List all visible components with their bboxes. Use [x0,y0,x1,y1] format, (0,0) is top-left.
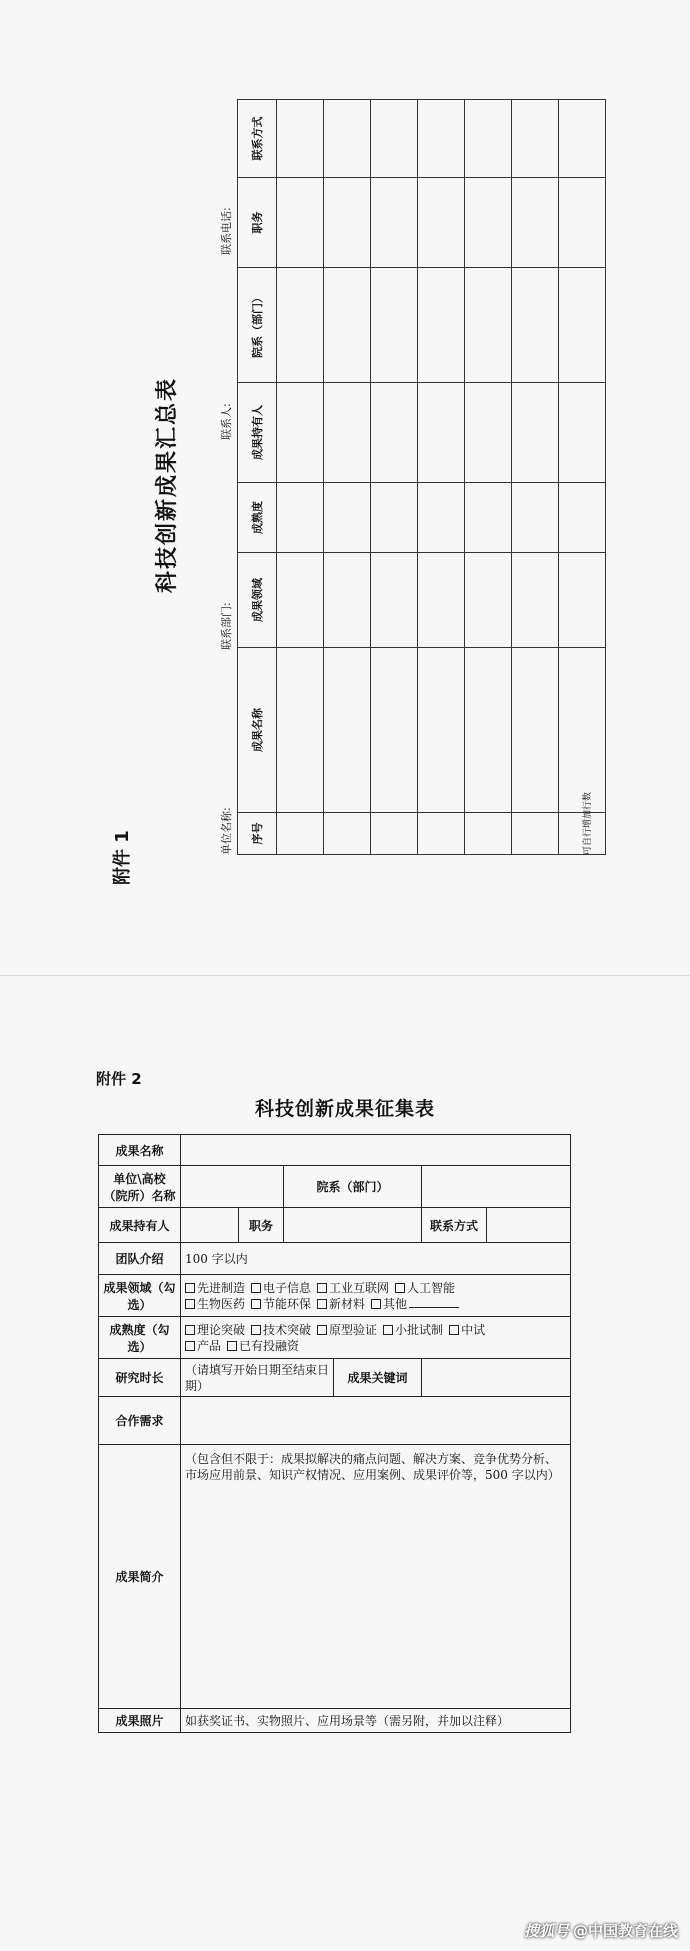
field-team[interactable]: 100 字以内 [181,1243,571,1275]
field-contact[interactable] [487,1208,571,1243]
summary-table-header [238,100,277,855]
checkbox-icon[interactable] [251,1325,261,1335]
annex2-label: 附件 2 [96,1070,142,1088]
option-item[interactable] [317,1297,365,1311]
option-label: 先进制造 [197,1280,246,1295]
table-cell[interactable] [418,813,465,855]
option-item[interactable] [317,1323,377,1337]
option-label: 生物医药 [197,1296,246,1311]
row-duration [99,1359,571,1397]
table-cell[interactable] [371,483,418,553]
table-cell[interactable] [418,553,465,648]
table-cell[interactable] [465,383,512,483]
domain-options-line-1 [185,1280,566,1296]
table-cell[interactable] [465,483,512,553]
table-cell[interactable] [512,178,559,268]
table-row [324,100,371,855]
table-cell[interactable] [277,383,324,483]
row-team [99,1243,571,1275]
label-intro: 成果简介 [99,1445,181,1709]
table-cell[interactable] [559,553,606,648]
checkbox-icon[interactable] [251,1283,261,1293]
option-item[interactable] [185,1297,245,1311]
annex1-title: 科技创新成果汇总表 [154,377,180,594]
option-item[interactable] [371,1297,459,1311]
option-label: 节能环保 [263,1296,312,1311]
collection-form [98,1134,571,1733]
label-duration: 研究时长 [99,1359,181,1397]
table-cell[interactable] [559,268,606,383]
checkbox-icon[interactable] [395,1283,405,1293]
table-cell[interactable] [371,648,418,813]
table-cell[interactable] [418,483,465,553]
phone-label: 联系电话: [220,207,233,255]
table-cell[interactable] [277,178,324,268]
table-cell[interactable] [465,813,512,855]
watermark-text: @中国教育在线 [572,1922,678,1940]
table-cell[interactable] [371,553,418,648]
option-label: 其他 [383,1296,408,1311]
table-cell[interactable] [465,648,512,813]
checkbox-icon[interactable] [185,1341,195,1351]
checkbox-icon[interactable] [185,1325,195,1335]
domain-options-line-2 [185,1296,566,1312]
row-name [99,1135,571,1166]
row-needs [99,1397,571,1445]
option-label: 中试 [461,1322,486,1337]
option-item[interactable] [395,1281,455,1295]
option-item[interactable] [185,1339,221,1353]
option-item[interactable] [317,1281,389,1295]
checkbox-icon[interactable] [227,1341,237,1351]
label-position: 职务 [239,1208,284,1243]
row-unit [99,1166,571,1208]
option-label: 工业互联网 [329,1280,390,1295]
option-item[interactable] [227,1339,299,1353]
table-row [465,100,512,855]
option-item[interactable] [449,1323,485,1337]
option-item[interactable] [251,1281,311,1295]
field-holder[interactable] [181,1208,239,1243]
field-department[interactable] [422,1166,571,1208]
table-row [371,100,418,855]
option-label: 理论突破 [197,1322,246,1337]
add-rows-note: 可自行增加行数 [583,791,593,855]
option-item[interactable] [251,1323,311,1337]
table-cell[interactable] [465,100,512,178]
checkbox-icon[interactable] [383,1325,393,1335]
table-cell[interactable] [418,383,465,483]
table-row [512,100,559,855]
field-photos[interactable]: 如获奖证书、实物照片、应用场景等（需另附，并加以注释） [181,1709,571,1733]
table-cell[interactable] [324,268,371,383]
field-domain [181,1275,571,1317]
column-header: 职务 [238,178,277,268]
table-cell[interactable] [418,648,465,813]
table-row [418,100,465,855]
contact-person-label: 联系人: [220,403,233,440]
checkbox-icon[interactable] [317,1325,327,1335]
summary-table [237,99,606,855]
label-photos: 成果照片 [99,1709,181,1733]
checkbox-icon[interactable] [317,1283,327,1293]
dept-label: 联系部门: [220,602,233,650]
table-row [277,100,324,855]
field-unit[interactable] [181,1166,284,1208]
other-blank-line[interactable] [409,1307,459,1308]
option-label: 电子信息 [263,1280,312,1295]
checkbox-icon[interactable] [185,1299,195,1309]
field-keywords[interactable] [422,1359,571,1397]
table-cell[interactable] [277,648,324,813]
label-achievement-name: 成果名称 [99,1135,181,1166]
table-cell[interactable] [559,648,606,813]
rotated-content [112,95,600,885]
label-contact: 联系方式 [422,1208,487,1243]
table-cell[interactable] [324,813,371,855]
column-header: 成果领域 [238,553,277,648]
table-cell[interactable] [465,178,512,268]
label-keywords: 成果关键词 [334,1359,422,1397]
table-cell[interactable] [512,648,559,813]
option-label: 已有投融资 [239,1338,300,1353]
table-cell[interactable] [418,268,465,383]
table-cell[interactable] [512,268,559,383]
table-cell[interactable] [512,553,559,648]
table-cell[interactable] [277,813,324,855]
table-cell[interactable] [559,178,606,268]
option-label: 原型验证 [329,1322,378,1337]
table-cell[interactable] [418,100,465,178]
field-duration[interactable]: （请填写开始日期至结束日期） [181,1359,334,1397]
field-achievement-name[interactable] [181,1135,571,1166]
watermark [524,1920,678,1941]
checkbox-icon[interactable] [317,1299,327,1309]
column-header: 联系方式 [238,100,277,178]
table-cell[interactable] [371,178,418,268]
option-label: 人工智能 [407,1280,456,1295]
row-maturity [99,1317,571,1359]
rotated-wrapper [112,95,600,885]
column-header: 院系（部门） [238,268,277,383]
field-maturity [181,1317,571,1359]
table-cell[interactable] [324,553,371,648]
row-photos [99,1709,571,1733]
table-cell[interactable] [559,383,606,483]
annex2-title: 科技创新成果征集表 [254,1098,435,1120]
table-cell[interactable] [371,268,418,383]
table-cell[interactable] [277,268,324,383]
checkbox-icon[interactable] [371,1299,381,1309]
label-maturity: 成熟度（勾选） [99,1317,181,1359]
table-cell[interactable] [324,178,371,268]
option-label: 小批试制 [395,1322,444,1337]
page-annex-2 [0,976,690,1951]
annex1-label: 附件 1 [112,830,133,885]
option-item[interactable] [383,1323,443,1337]
table-cell[interactable] [512,100,559,178]
label-unit: 单位\高校（院所）名称 [99,1166,181,1208]
checkbox-icon[interactable] [449,1325,459,1335]
option-label: 技术突破 [263,1322,312,1337]
option-label: 产品 [197,1338,222,1353]
table-cell[interactable] [371,383,418,483]
maturity-options-line-1 [185,1322,566,1338]
row-domain [99,1275,571,1317]
field-needs[interactable] [181,1397,571,1445]
column-header: 成果名称 [238,648,277,813]
table-cell[interactable] [418,178,465,268]
table-row [559,100,606,855]
table-cell[interactable] [277,483,324,553]
row-holder [99,1208,571,1243]
field-intro[interactable]: （包含但不限于：成果拟解决的痛点问题、解决方案、竞争优势分析、市场应用前景、知识产权情况、应用案例、成果评价等，500 字以内） [181,1445,571,1709]
table-cell[interactable] [371,100,418,178]
sohu-logo: 搜狐号 [523,1922,569,1940]
table-cell[interactable] [324,648,371,813]
option-label: 新材料 [329,1296,366,1311]
summary-table-body [277,100,606,855]
table-cell[interactable] [465,553,512,648]
field-position[interactable] [284,1208,422,1243]
table-cell[interactable] [324,483,371,553]
label-needs: 合作需求 [99,1397,181,1445]
option-item[interactable] [185,1323,245,1337]
table-cell[interactable] [512,383,559,483]
label-department: 院系（部门） [284,1166,422,1208]
maturity-options-line-2 [185,1338,566,1354]
table-cell[interactable] [559,100,606,178]
unit-name-label: 单位名称: [220,807,233,855]
checkbox-icon[interactable] [251,1299,261,1309]
label-domain: 成果领域（勾选） [99,1275,181,1317]
table-cell[interactable] [277,553,324,648]
label-team: 团队介绍 [99,1243,181,1275]
option-item[interactable] [185,1281,245,1295]
label-holder: 成果持有人 [99,1208,181,1243]
column-header: 成果持有人 [238,383,277,483]
row-intro [99,1445,571,1709]
column-header: 序号 [238,813,277,855]
table-cell[interactable] [512,813,559,855]
column-header: 成熟度 [238,483,277,553]
table-cell[interactable] [559,483,606,553]
table-cell[interactable] [324,100,371,178]
checkbox-icon[interactable] [185,1283,195,1293]
table-cell[interactable] [371,813,418,855]
table-cell[interactable] [465,268,512,383]
table-cell[interactable] [512,483,559,553]
table-cell[interactable] [277,100,324,178]
table-cell[interactable] [324,383,371,483]
option-item[interactable] [251,1297,311,1311]
